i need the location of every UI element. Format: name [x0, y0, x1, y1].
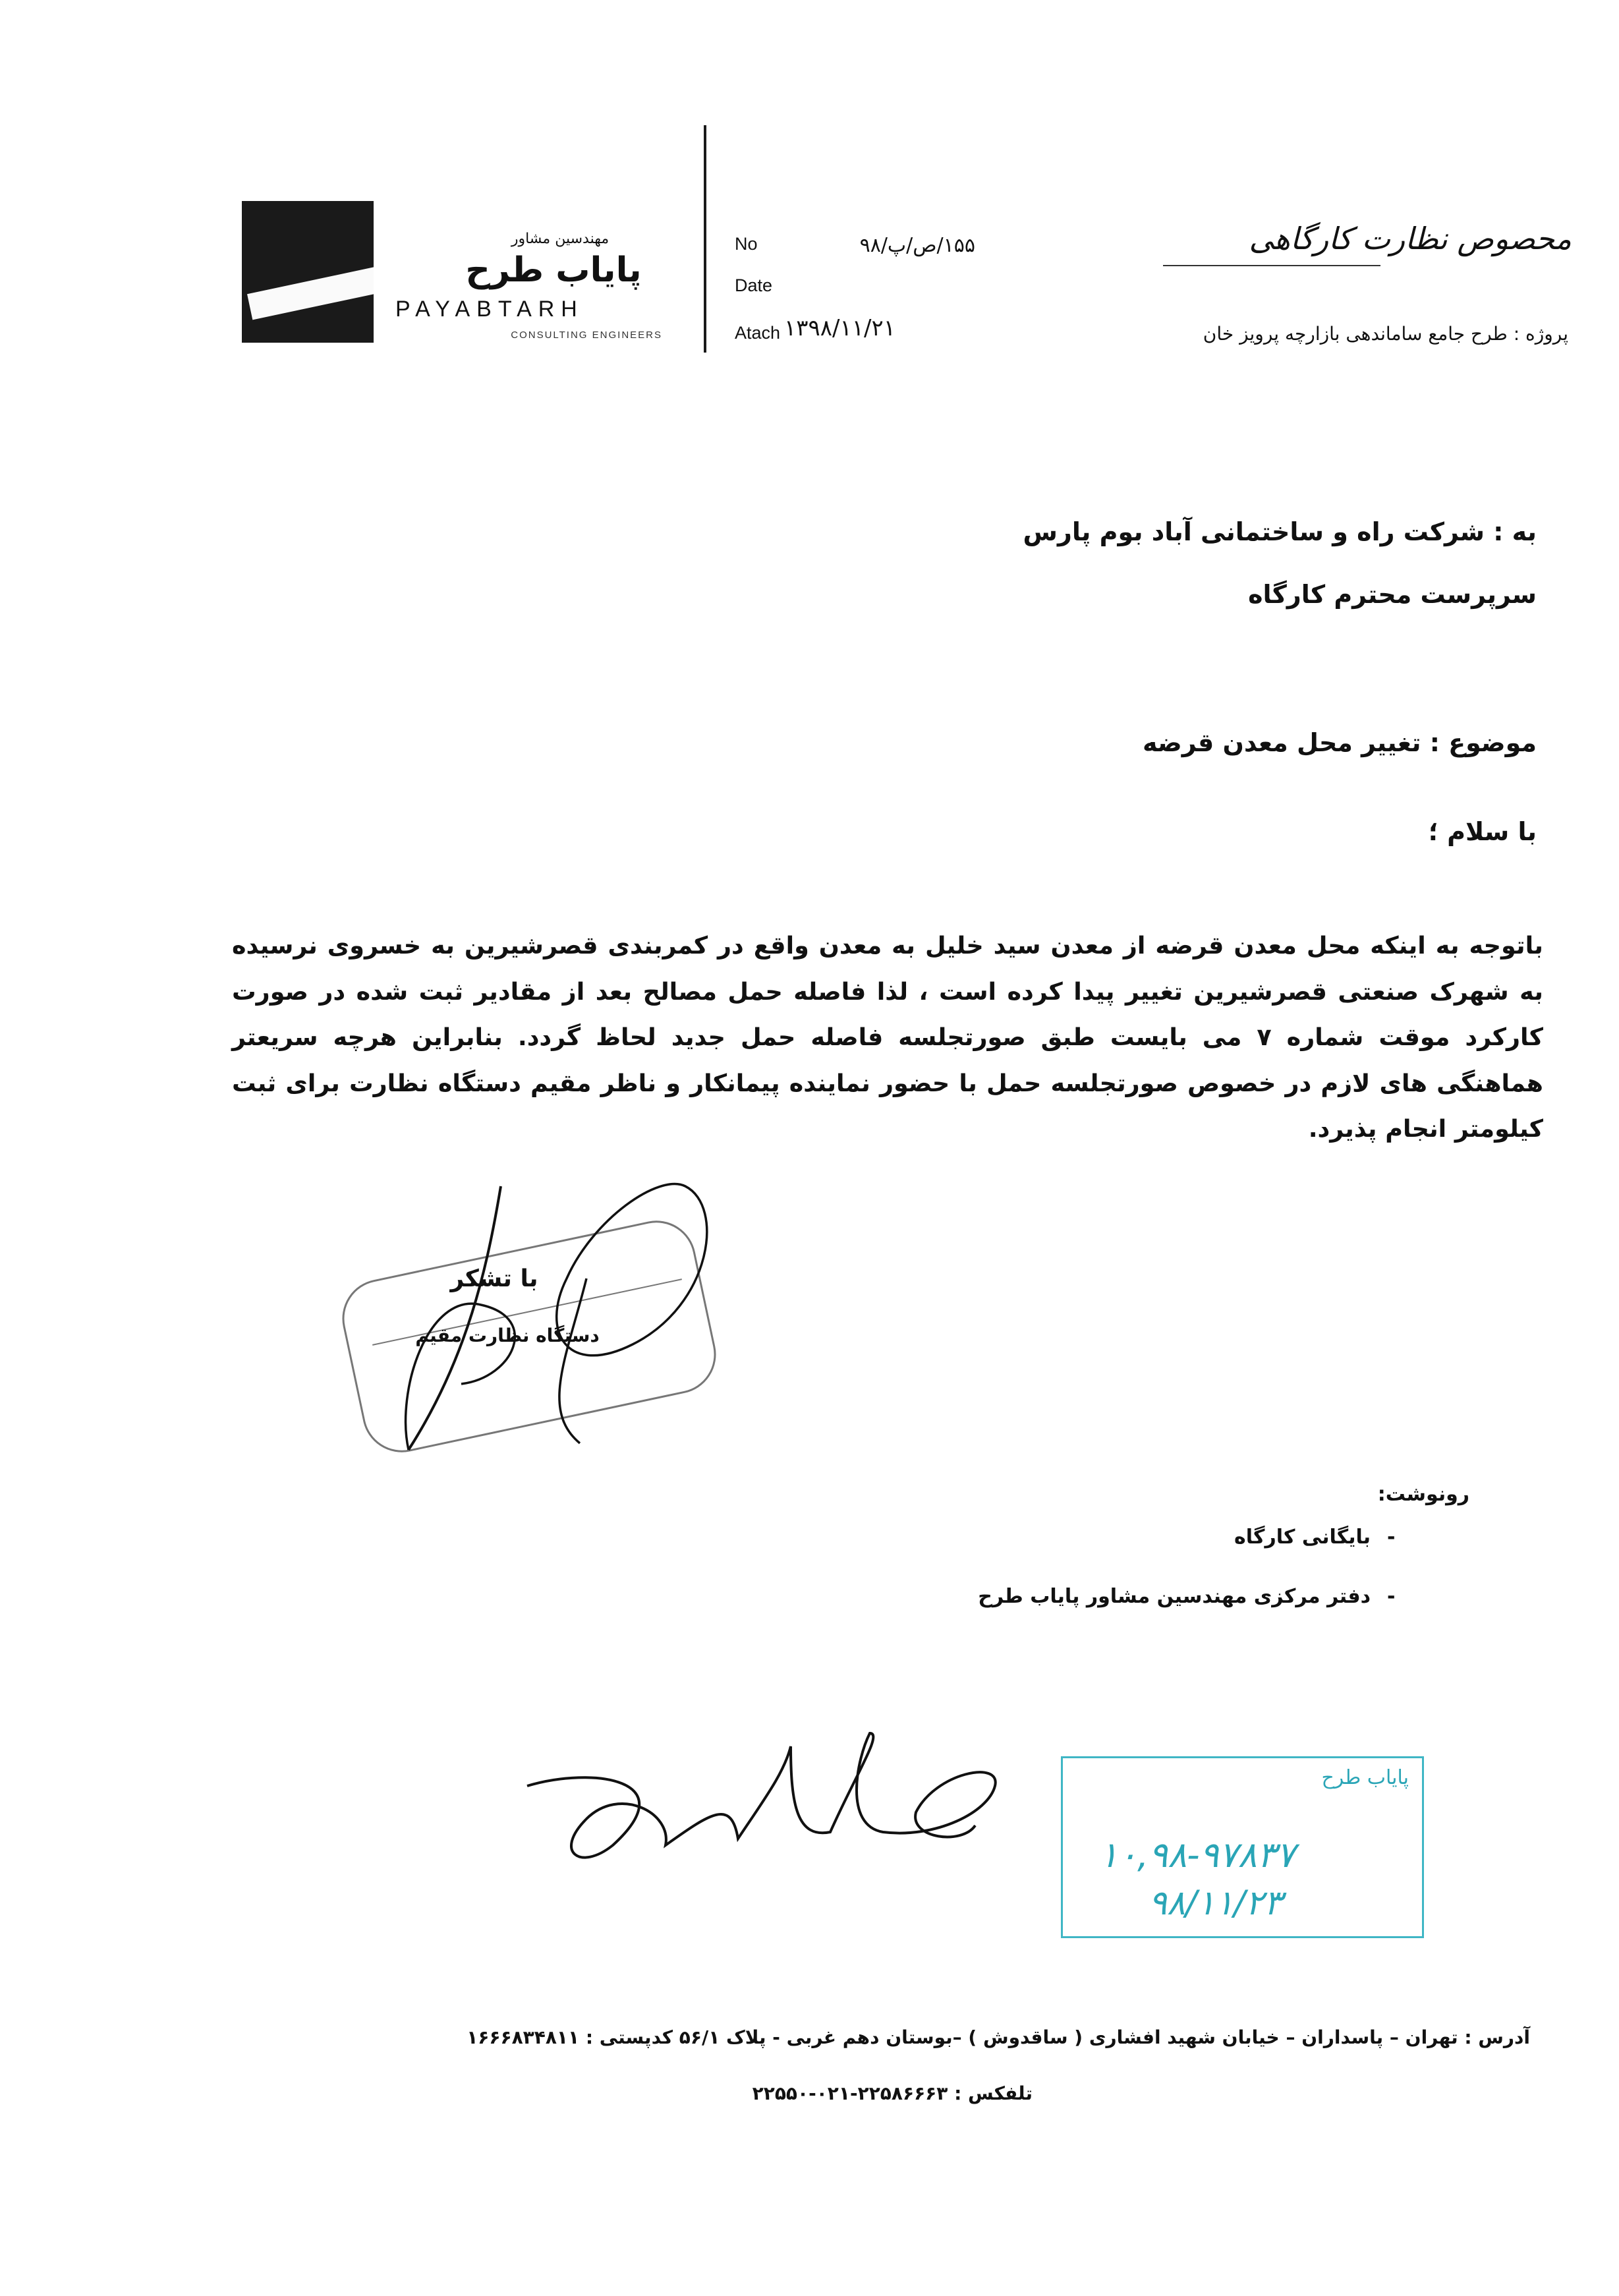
receipt-stamp: [1061, 1756, 1424, 1938]
cc-item: دفتر مرکزی مهندسین مشاور پایاب طرح: [978, 1585, 1371, 1608]
subject-line: موضوع : تغییر محل معدن قرضه: [1142, 728, 1537, 757]
logo-english-name: PAYABTARH: [395, 297, 584, 322]
cc-title: رونوشت:: [1377, 1483, 1469, 1506]
footer-phone: تلفکس : ۲۲۵۸۶۶۶۳-۰۲۱-۲۲۵۵۰: [752, 2082, 1033, 2104]
closing-regards: با تشکر: [450, 1265, 538, 1292]
letter-attachment-label: Atach: [735, 323, 781, 343]
cc-bullet: -: [1387, 1585, 1396, 1608]
signature-scribble-2: [514, 1707, 1015, 1878]
letter-date-value: ۱۳۹۸/۱۱/۲۱: [784, 315, 896, 341]
header-divider: [704, 125, 706, 353]
project-title: پروژه : طرح جامع ساماندهی بازارچه پرویز خان: [1203, 323, 1568, 345]
letter-number-value: ۱۵۵/ص/پ/۹۸: [859, 234, 975, 257]
signatory-department: دستگاه نظارت مقیم: [415, 1325, 600, 1346]
cc-item: بایگانی کارگاه: [1234, 1526, 1371, 1549]
classification-label: محصوص نظارت کارگاهی: [1249, 221, 1572, 256]
greeting: با سلام ؛: [1428, 817, 1537, 846]
receipt-stamp-title: پایاب طرح: [1321, 1766, 1409, 1789]
letter-body: باتوجه به اینکه محل معدن قرضه از معدن سید خلیل به معدن واقع در کمربندی قصرشیرین به خسروی نرسیده به شهرک صنعتی قصرشیرین تغییر پیدا کرده است ، لذا فاصله حمل مصالح بعد از مقادیر ثبت شده در صورت کارکرد موقت شماره ۷ می بایست طبق صورتجلسه فاصله حمل جدید لحاظ گردد. بنابراین هرچه سریعتر هماهنگی های لازم در خصوص صورتجلسه حمل با حضور نماینده پیمانکار و ناظر مقیم دستگاه نظارت برای ثبت کیلومتر انجام پذیرد.: [232, 931, 1543, 1143]
recipient-title: سرپرست محترم کارگاه: [1248, 580, 1537, 609]
cc-bullet: -: [1387, 1526, 1396, 1549]
letter-date-label: Date: [735, 275, 773, 295]
logo-english-subtitle: CONSULTING ENGINEERS: [511, 330, 662, 341]
letter-number-label: No: [735, 234, 758, 254]
signature-scribble-1: [369, 1160, 738, 1463]
recipient-line: به : شرکت راه و ساختمانی آباد بوم پارس: [1023, 517, 1537, 546]
receipt-stamp-date: ۹۸/۱۱/۲۳: [1149, 1883, 1282, 1923]
company-logo-mark: [242, 201, 374, 343]
classification-underline: [1163, 265, 1380, 266]
logo-persian-subtitle: مهندسین مشاور: [511, 231, 610, 247]
footer-address: آدرس : تهران – پاسداران – خیابان شهید افشاری ( ساقدوش ) –بوستان دهم غربی - پلاک ۵۶/۱ کدپستی : ۱۶۶۶۸۳۴۸۱۱: [467, 2026, 1530, 2048]
receipt-stamp-number: ۱۰,۹۸-۹۷۸۳۷: [1099, 1834, 1295, 1876]
logo-persian-name: پایاب طرح: [465, 250, 642, 290]
